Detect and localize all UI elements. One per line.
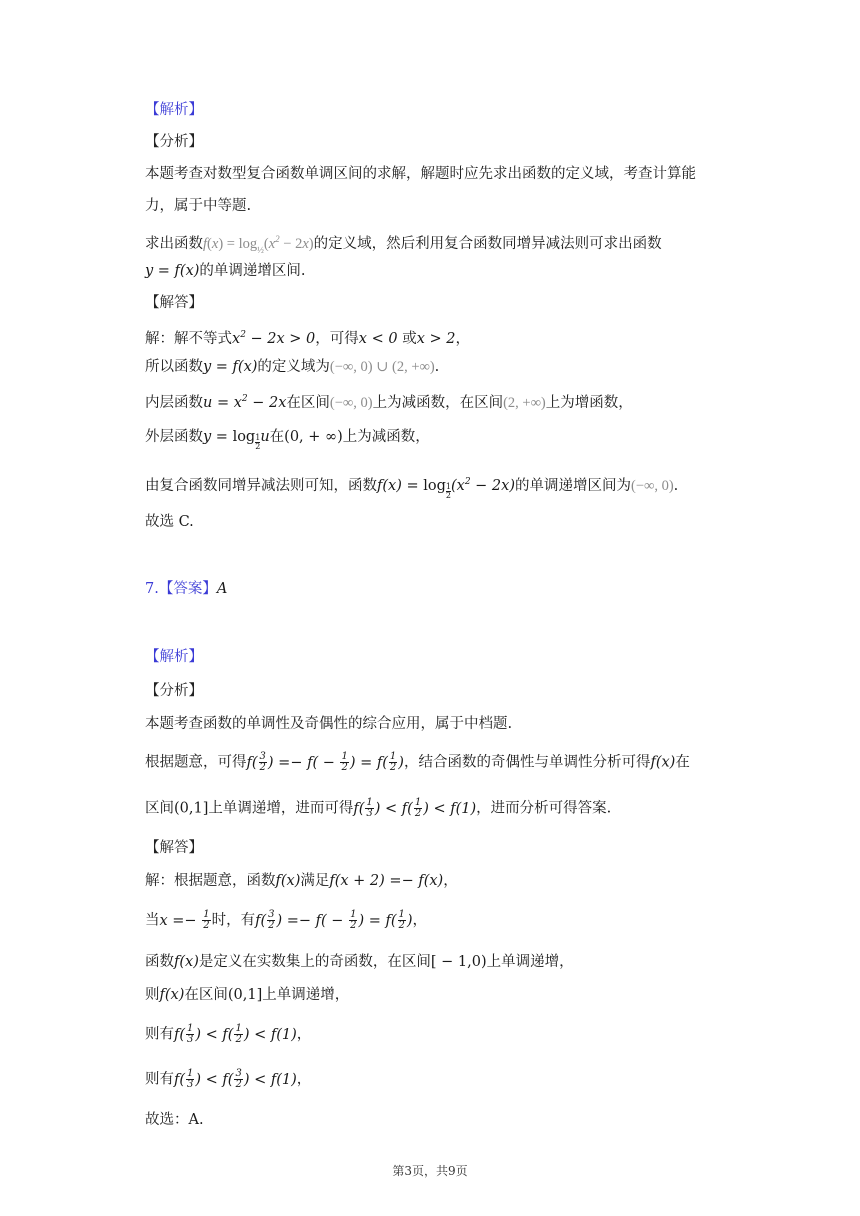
analysis-line: 本题考查对数型复合函数单调区间的求解，解题时应先求出函数的定义域，考查计算能 [145, 166, 696, 182]
text: 在 [675, 754, 690, 771]
text: 上为减函数，在区间 [372, 394, 504, 411]
text: 时，有 [211, 912, 256, 929]
conclusion: 故选 C. [145, 514, 194, 530]
text: ， [443, 873, 458, 889]
text: 是定义在实数集上的奇函数，在区间 [198, 954, 431, 970]
text: 则有 [145, 1026, 174, 1043]
text: 上为增函数， [545, 394, 633, 411]
analysis-line [145, 798, 611, 819]
formula: f(x) [159, 987, 185, 1003]
formula: f( $\frac{1}{3}$ ) < f( $\frac{1}{2}$ ) < f(1) [353, 797, 477, 819]
jieda-label-2: 【解答】 [145, 840, 203, 856]
text: 由复合函数同增异减法则可知，函数 [145, 477, 377, 494]
text: 在区间 [184, 987, 228, 1003]
text: 所以函数 [145, 359, 203, 375]
solution-line [145, 472, 678, 500]
solution-line [145, 1069, 311, 1090]
formula-image: (2, +∞) [503, 394, 546, 411]
formula-image: (−∞, 0) ∪ (2, +∞) [329, 359, 435, 375]
solution-line [145, 910, 427, 931]
fenxi-label-1: 【分析】 [145, 134, 203, 150]
formula: f(x + 2) =− f(x) [329, 873, 444, 889]
text: 或 [402, 330, 417, 347]
formula: f(x) = log $\frac{1}{2}$ $(x^2 - 2x)$ [377, 477, 515, 500]
text: ，进而分析可得答案. [476, 800, 612, 817]
solution-line [145, 325, 470, 349]
solution-line [145, 427, 430, 451]
text: . [434, 359, 440, 375]
solution-line [145, 389, 633, 413]
analysis-line: 本题考查函数的单调性及奇偶性的综合应用，属于中档题. [145, 716, 513, 732]
formula: f( $\frac{1}{3}$ ) < f( $\frac{3}{2}$ ) < f(1) [174, 1068, 297, 1090]
answer-label: 7.【答案】 [145, 581, 217, 597]
formula: f( $\frac{3}{2}$ ) =− f( − $\frac{1}{2}$ ) = f( $\frac{1}{2}$ ) [246, 751, 404, 773]
text: 满足 [300, 873, 330, 889]
fenxi-label-2: 【分析】 [145, 683, 203, 699]
text: 则有 [145, 1071, 174, 1088]
text: 上单调递增， [486, 954, 574, 970]
formula: x > 2 [416, 330, 456, 347]
text: . [673, 477, 679, 494]
text: 的定义域为 [257, 359, 330, 375]
text: 解：根据题意，函数 [145, 873, 276, 889]
text: ，可得 [315, 330, 359, 347]
text: ，结合函数的奇偶性与单调性分析可得 [403, 754, 651, 771]
formula: y = f(x) [203, 359, 258, 375]
text: 函数 [145, 954, 174, 970]
analysis-line [145, 261, 306, 281]
text: 外层函数 [145, 429, 203, 445]
formula: (0,1] [227, 987, 263, 1003]
formula: f(x) [650, 754, 676, 771]
solution-line [145, 985, 349, 1005]
formula: y = log $\frac{1}{2}$ u [203, 429, 270, 451]
formula: $x^2 - 2x > 0$ [232, 330, 316, 347]
formula-image: $f(x) = \log_{\frac{1}{2}}(x^2 - 2x)$ [203, 234, 314, 255]
text: 的单调递增区间为 [515, 477, 631, 494]
formula: f( $\frac{3}{2}$ ) =− f( − $\frac{1}{2}$ ) = f( $\frac{1}{2}$ ) [255, 909, 413, 931]
text: 区间 [145, 800, 174, 817]
formula: f(x) [275, 873, 301, 889]
solution-line [145, 952, 574, 972]
formula: [ − 1,0) [430, 954, 487, 970]
text: ， [296, 1071, 312, 1088]
formula: f( $\frac{1}{3}$ ) < f( $\frac{1}{2}$ ) < f(1) [174, 1023, 297, 1045]
text: 求出函数 [145, 235, 203, 252]
text: 当 [145, 912, 160, 929]
solution-line [145, 1024, 311, 1045]
formula-image: (−∞, 0) [631, 477, 674, 494]
text: 在区间 [286, 394, 330, 411]
text: 内层函数 [145, 394, 203, 411]
formula: (0,1] [174, 800, 209, 817]
solution-line [145, 357, 439, 377]
analysis-line [145, 229, 662, 260]
page-footer: 第3页，共9页 [392, 1164, 468, 1178]
text: 上为减函数， [342, 429, 430, 445]
analysis-line [145, 752, 690, 773]
conclusion: 故选：A. [145, 1112, 204, 1128]
text: 则 [145, 987, 160, 1003]
text: 解：解不等式 [145, 330, 232, 347]
analysis-line: 力，属于中等题. [145, 198, 252, 214]
text: 在 [269, 429, 285, 445]
text: ， [296, 1026, 312, 1043]
formula: x < 0 [358, 330, 398, 347]
text: 的单调递增区间. [199, 263, 306, 279]
jiexi-label-1: 【解析】 [145, 102, 203, 118]
text: 上单调递增， [262, 987, 350, 1003]
answer-line [145, 579, 227, 599]
formula: f(x) [174, 954, 199, 970]
text: 的定义域，然后利用复合函数同增异减法则可求出函数 [313, 235, 662, 252]
formula: x =− $\frac{1}{2}$ [159, 909, 210, 931]
formula: (0, + ∞) [284, 429, 343, 445]
text: ， [455, 330, 470, 347]
text: ， [412, 912, 428, 929]
jieda-label-1: 【解答】 [145, 295, 203, 311]
formula: y = f(x) [145, 263, 200, 279]
formula: $u = x^2 - 2x$ [203, 394, 287, 411]
formula-image: (−∞, 0) [329, 394, 373, 411]
solution-line [145, 871, 458, 891]
answer-value: A [216, 581, 228, 597]
text: 上单调递增，进而可得 [208, 800, 354, 817]
jiexi-label-2: 【解析】 [145, 649, 203, 665]
text: 根据题意，可得 [145, 754, 247, 771]
